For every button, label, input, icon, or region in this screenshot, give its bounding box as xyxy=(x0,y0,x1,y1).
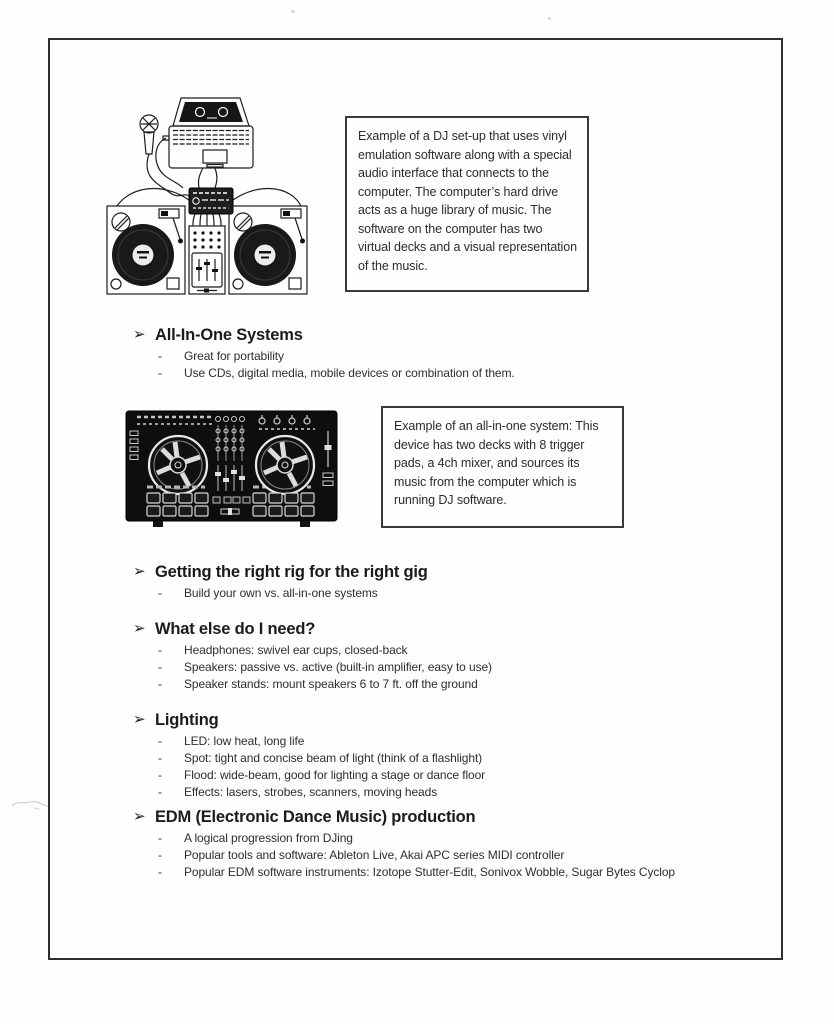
bullet-text: Spot: tight and concise beam of light (think of a flashlight) xyxy=(184,751,483,765)
bullet-text: Great for portability xyxy=(184,349,284,363)
section-title: What else do I need? xyxy=(155,620,316,638)
dash-icon: - xyxy=(158,751,162,765)
bullet-item xyxy=(158,786,733,800)
dash-icon: - xyxy=(158,586,162,600)
bullet-text: Headphones: swivel ear cups, closed-back xyxy=(184,643,408,657)
section-edm-production xyxy=(133,807,733,883)
arrow-bullet-icon: ➢ xyxy=(133,711,146,728)
section-title: All-In-One Systems xyxy=(155,326,303,344)
arrow-bullet-icon: ➢ xyxy=(133,620,146,637)
bullet-text: Popular tools and software: Ableton Live, Akai APC series MIDI controller xyxy=(184,848,565,862)
callout-all-in-one-text: Example of an all-in-one system: This device has two decks with 8 trigger pads, a 4ch mixer, and sources its music from the computer which is running DJ software. xyxy=(394,419,599,507)
section-right-rig xyxy=(133,562,733,604)
dash-icon: - xyxy=(158,660,162,674)
bullet-item xyxy=(158,849,733,863)
controller-foot xyxy=(300,521,310,527)
bullet-item xyxy=(158,350,733,364)
bullet-item xyxy=(158,661,733,675)
arrow-bullet-icon: ➢ xyxy=(133,808,146,825)
bullet-item xyxy=(158,866,733,880)
bullet-text: Use CDs, digital media, mobile devices or combination of them. xyxy=(184,366,515,380)
bullet-text: LED: low heat, long life xyxy=(184,734,305,748)
dash-icon: - xyxy=(158,865,162,879)
section-what-else xyxy=(133,619,733,695)
all-in-one-controller-illustration xyxy=(125,409,338,529)
bullet-item xyxy=(158,587,733,601)
dash-icon: - xyxy=(158,643,162,657)
laptop-icon xyxy=(163,98,253,168)
bullet-item xyxy=(158,735,733,749)
dash-icon: - xyxy=(158,785,162,799)
mixer-icon xyxy=(189,226,225,294)
bullet-text: Popular EDM software instruments: Izotope Stutter-Edit, Sonivox Wobble, Sugar Bytes Cyclop xyxy=(184,865,676,879)
callout-dj-setup xyxy=(345,116,589,292)
bullet-item xyxy=(158,752,733,766)
bullet-item xyxy=(158,769,733,783)
turntable-left-icon xyxy=(107,206,185,294)
dj-setup-illustration xyxy=(103,92,311,300)
dash-icon: - xyxy=(158,349,162,363)
dash-icon: - xyxy=(158,768,162,782)
audio-interface-icon xyxy=(189,188,233,214)
jog-wheel-left xyxy=(149,436,207,494)
section-title: Getting the right rig for the right gig xyxy=(155,563,428,581)
bullet-item xyxy=(158,367,733,381)
section-lighting xyxy=(133,710,733,803)
bullet-text: Speakers: passive vs. active (built-in amplifier, easy to use) xyxy=(184,660,492,674)
callout-dj-setup-text: Example of a DJ set-up that uses vinyl emulation software along with a special audio interface that connects to the computer. The computer’s hard drive acts as a huge library of music. The software on the computer has two virtual decks and a visual representation of the music. xyxy=(358,129,577,273)
scan-speck xyxy=(291,10,295,13)
bullet-item xyxy=(158,644,733,658)
jog-wheel-right xyxy=(256,436,314,494)
arrow-bullet-icon: ➢ xyxy=(133,563,146,580)
controller-foot xyxy=(153,521,163,527)
turntable-right-icon xyxy=(229,206,307,294)
section-title: EDM (Electronic Dance Music) production xyxy=(155,808,476,826)
bullet-text: Effects: lasers, strobes, scanners, moving heads xyxy=(184,785,438,799)
dash-icon: - xyxy=(158,831,162,845)
dash-icon: - xyxy=(158,366,162,380)
callout-all-in-one xyxy=(381,406,624,528)
bullet-item xyxy=(158,678,733,692)
bullet-text: Flood: wide-beam, good for lighting a stage or dance floor xyxy=(184,768,486,782)
scan-speck xyxy=(548,17,551,20)
arrow-bullet-icon: ➢ xyxy=(133,326,146,343)
bullet-item xyxy=(158,832,733,846)
section-title: Lighting xyxy=(155,711,219,729)
dash-icon: - xyxy=(158,677,162,691)
bullet-text: Build your own vs. all-in-one systems xyxy=(184,586,378,600)
dash-icon: - xyxy=(158,734,162,748)
bullet-text: Speaker stands: mount speakers 6 to 7 ft. off the ground xyxy=(184,677,478,691)
dash-icon: - xyxy=(158,848,162,862)
bullet-text: A logical progression from DJing xyxy=(184,831,353,845)
section-all-in-one-systems xyxy=(133,325,733,384)
microphone-icon xyxy=(140,115,189,196)
